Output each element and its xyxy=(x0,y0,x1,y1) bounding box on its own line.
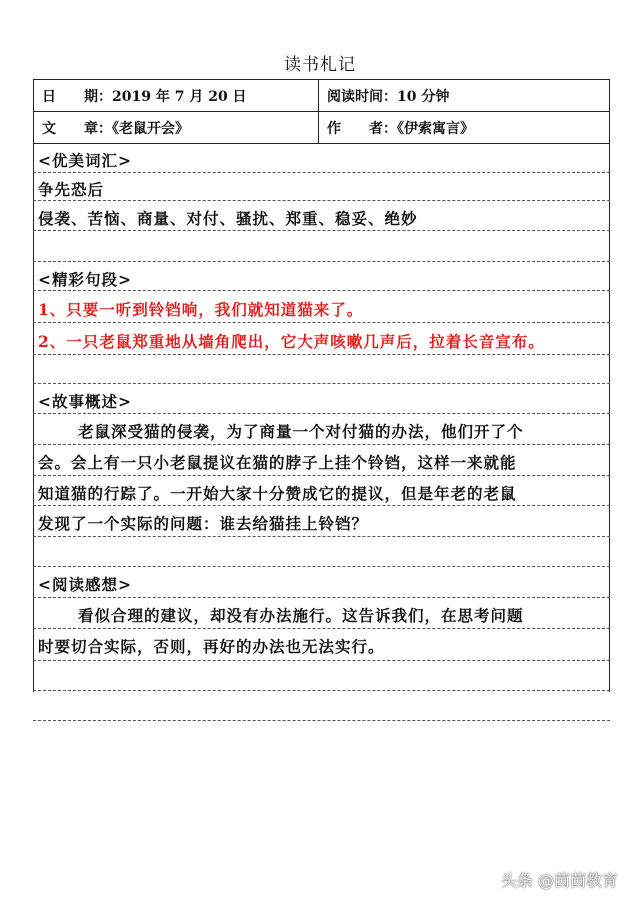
ruled-line xyxy=(33,475,610,476)
ruled-line xyxy=(33,505,610,506)
ruled-line xyxy=(33,354,610,355)
date-value: 2019 年 7 月 20 日 xyxy=(112,88,247,105)
author-value: 《伊索寓言》 xyxy=(397,120,474,137)
right-border xyxy=(609,143,610,692)
article-value: 《老鼠开会》 xyxy=(112,120,189,137)
left-border xyxy=(33,143,34,692)
ruled-line xyxy=(33,200,610,201)
ruled-line xyxy=(33,230,610,231)
ruled-line xyxy=(33,628,610,629)
vocab-line: 侵袭、苦恼、商量、对付、骚扰、郑重、稳妥、绝妙 xyxy=(38,209,418,228)
ruled-line xyxy=(33,444,610,445)
ruled-line xyxy=(33,720,610,721)
ruled-line xyxy=(33,322,610,323)
ruled-line xyxy=(33,660,610,661)
author-cell xyxy=(319,112,610,144)
summary-line: 老鼠深受猫的侵袭，为了商量一个对付猫的办法，他们开了个 xyxy=(78,422,524,441)
thoughts-header: <阅读感想> xyxy=(38,575,132,594)
ruled-line xyxy=(33,566,610,567)
quote-line: 1、只要一听到铃铛响，我们就知道猫来了。 xyxy=(38,300,364,319)
vocab-line: 争先恐后 xyxy=(38,180,105,199)
ruled-line xyxy=(33,597,610,598)
reading-time-cell xyxy=(319,80,610,112)
date-cell xyxy=(34,80,319,112)
summary-line: 会。会上有一只小老鼠提议在猫的脖子上挂个铃铛，这样一来就能 xyxy=(38,453,517,472)
ruled-line xyxy=(33,383,610,384)
author-label: 作 者： xyxy=(327,120,397,137)
watermark: 头条 @茵茵教育 xyxy=(500,871,618,890)
reading-time-value: 10 分钟 xyxy=(397,88,450,105)
quote-line: 2、一只老鼠郑重地从墙角爬出，它大声咳嗽几声后，拉着长音宣布。 xyxy=(38,332,545,351)
quotes-header: <精彩句段> xyxy=(38,270,132,289)
reading-time-label: 阅读时间： xyxy=(327,88,397,105)
summary-header: <故事概述> xyxy=(38,392,132,411)
article-label: 文 章： xyxy=(42,120,112,137)
info-table xyxy=(33,79,610,144)
ruled-line xyxy=(33,690,610,691)
ruled-line xyxy=(33,413,610,414)
thoughts-line: 时要切合实际，否则，再好的办法也无法实行。 xyxy=(38,637,385,656)
thoughts-line: 看似合理的建议，却没有办法施行。这告诉我们，在思考问题 xyxy=(78,606,524,625)
summary-line: 知道猫的行踪了。一开始大家十分赞成它的提议，但是年老的老鼠 xyxy=(38,484,517,503)
page-title: 读书札记 xyxy=(284,55,356,75)
date-label: 日 期： xyxy=(42,88,112,105)
ruled-line xyxy=(33,290,610,291)
vocab-header: <优美词汇> xyxy=(38,151,132,170)
ruled-line xyxy=(33,172,610,173)
ruled-line xyxy=(33,261,610,262)
summary-line: 发现了一个实际的问题：谁去给猫挂上铃铛？ xyxy=(38,514,369,533)
article-cell xyxy=(34,112,319,144)
ruled-line xyxy=(33,536,610,537)
